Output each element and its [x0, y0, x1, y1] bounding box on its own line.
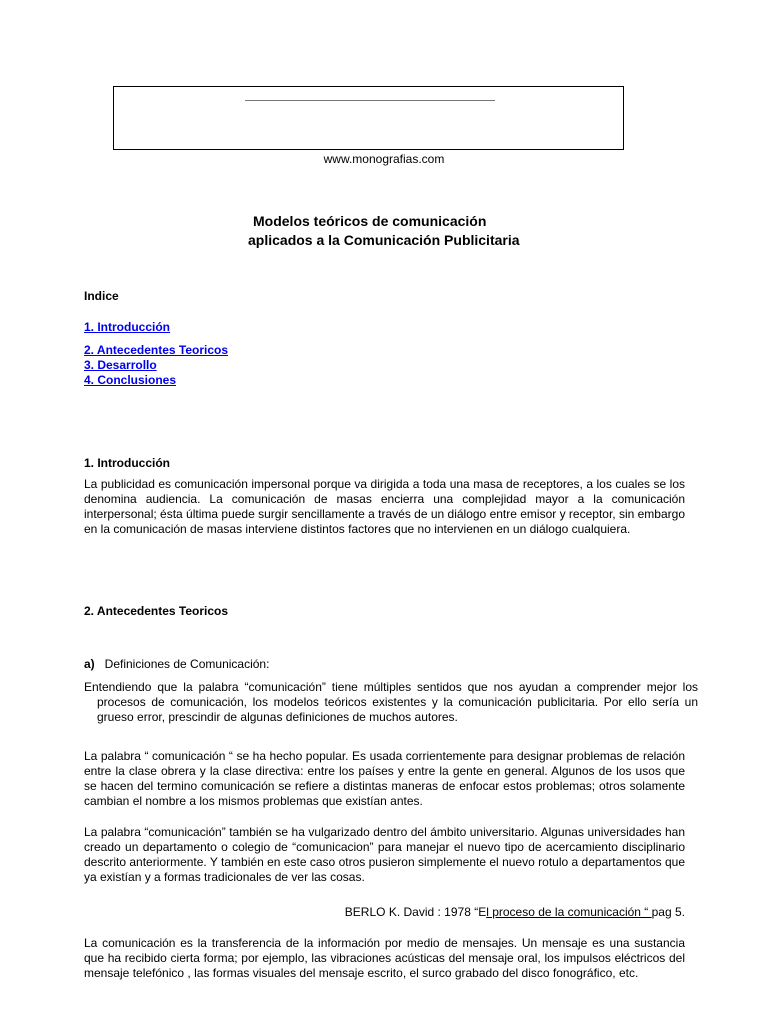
toc-link-introduccion[interactable]: 1. Introducción — [84, 320, 171, 334]
title-line-1: Modelos teóricos de comunicación — [253, 213, 487, 229]
definitions-text: Definiciones de Comunicación: — [104, 657, 270, 671]
section-heading-antecedentes: 2. Antecedentes Teoricos — [84, 604, 229, 618]
header-box — [113, 86, 624, 150]
index-heading: Indice — [84, 289, 119, 303]
toc-list — [84, 343, 228, 388]
antecedentes-paragraph-1: Entendiendo que la palabra “comunicación” tiene múltiples sentidos que nos ayudan a comprender mejor los procesos de comunicación, los modelos teóricos existentes y la comunicación publicitaria. Por ello sería un grueso error, prescindir de algunas definiciones de muchos autores. — [84, 680, 698, 724]
title-line-2: aplicados a la Comunicación Publicitaria — [248, 232, 520, 248]
citation-author: BERLO K. David : 1978 “E — [344, 905, 487, 919]
definitions-marker: a) — [84, 657, 95, 671]
citation-page: pag 5. — [651, 905, 685, 919]
header-rule — [245, 100, 495, 101]
toc-link-conclusiones[interactable]: 4. Conclusiones — [84, 373, 177, 387]
antecedentes-paragraph-3: La palabra “comunicación” también se ha vulgarizado dentro del ámbito universitario. Algunas universidades han creado un departamento o colegio de “comunicacion” para manejar el nuevo tipo de acercamiento disciplinario descrito anteriormente. Y también en este caso otros pusieron simplemente el nuevo rotulo a departamentos que ya existían y a formas tradicionales de ver las cosas. — [84, 825, 685, 884]
citation — [84, 905, 685, 919]
citation-title: l proceso de la comunicación “ — [486, 905, 652, 919]
antecedentes-paragraph-2: La palabra “ comunicación “ se ha hecho popular. Es usada corrientemente para designar problemas de relación entre la clase obrera y la clase directiva: entre los países y entre la gente en general. Algunos de los usos que se hacen del termino comunicación se refiere a distintas maneras de enfocar estos problemas; otros solamente cambian el nombre a los mismos problemas que existían antes. — [84, 749, 685, 808]
antecedentes-paragraph-4: La comunicación es la transferencia de la información por medio de mensajes. Un mensaje es una sustancia que ha recibido cierta forma; por ejemplo, las vibraciones acústicas del mensaje oral, los impulsos eléctricos del mensaje telefónico , las formas visuales del mensaje escrito, el surco grabado del disco fonográfico, etc. — [84, 936, 685, 980]
intro-paragraph: La publicidad es comunicación impersonal porque va dirigida a toda una masa de receptores, a los cuales se los denomina audiencia. La comunicación de masas encierra una complejidad mayor a la comunicación interpersonal; ésta última puede surgir sencillamente a través de un diálogo entre emisor y receptor, sin embargo en la comunicación de masas interviene distintos factores que no intervienen en un diálogo cualquiera. — [84, 477, 685, 536]
definitions-label — [84, 657, 269, 671]
site-url: www.monografias.com — [323, 152, 445, 166]
toc-item — [84, 320, 170, 335]
toc-link-antecedentes[interactable]: 2. Antecedentes Teoricos — [84, 343, 229, 357]
toc-link-desarrollo[interactable]: 3. Desarrollo — [84, 358, 157, 372]
section-heading-introduccion: 1. Introducción — [84, 456, 171, 470]
